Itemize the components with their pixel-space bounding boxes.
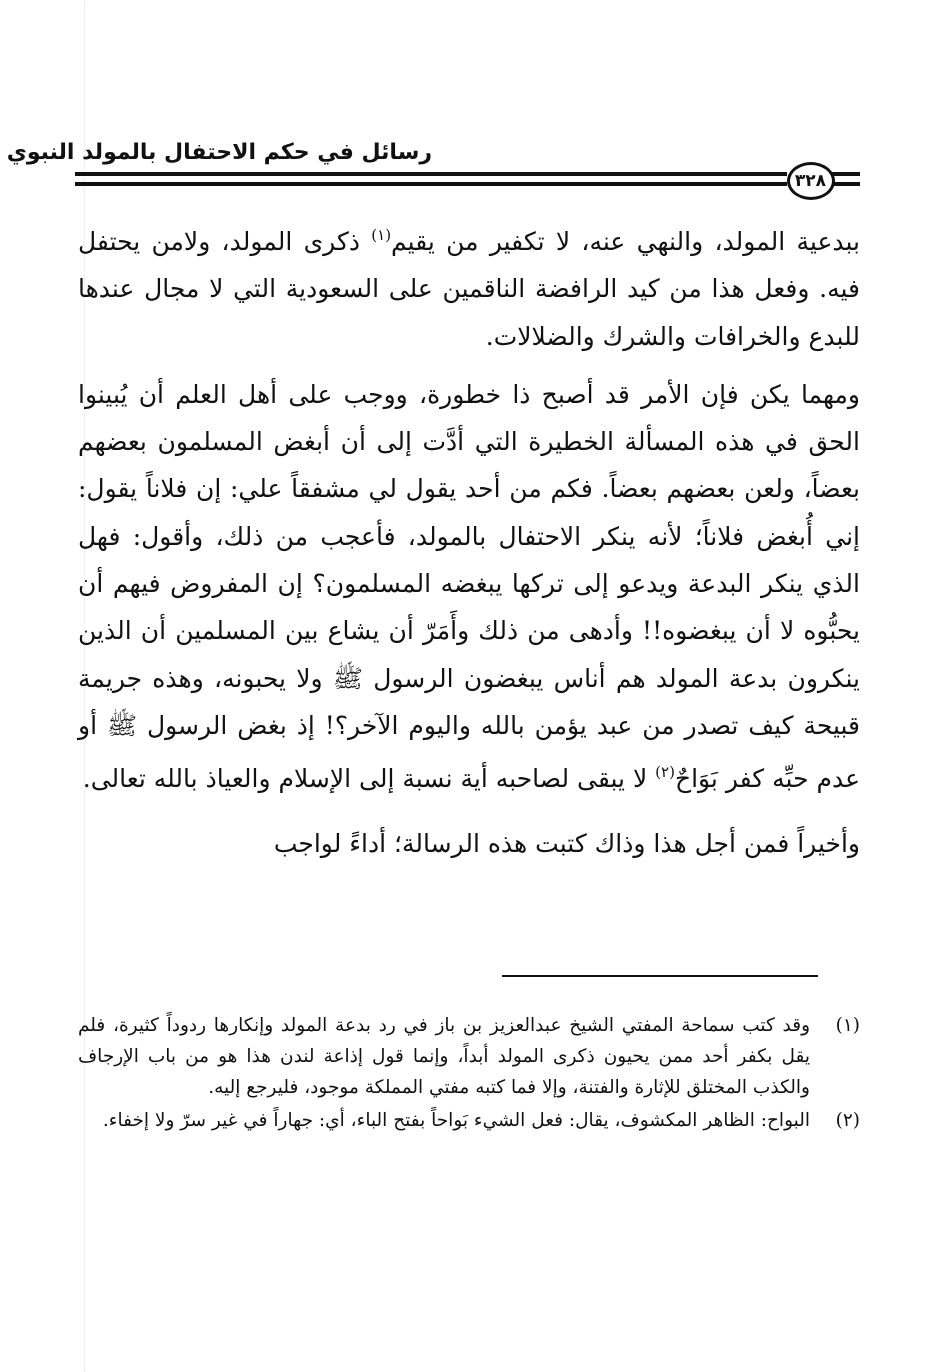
page-number: ٣٢٨ — [787, 162, 835, 200]
header-double-rule — [75, 172, 787, 186]
footnote-separator — [502, 975, 818, 977]
footnote — [78, 1010, 860, 1103]
paragraph — [78, 814, 860, 867]
footnote-number: (٢) — [835, 1110, 860, 1131]
running-title: رسائل في حكم الاحتفال بالمولد النبوي — [6, 140, 432, 165]
paragraph-text: وأخيراً فمن أجل هذا وذاك كتبت هذه الرسالة؛ أداءً لواجب — [273, 828, 860, 858]
paragraph-text: لا يبقى لصاحبه أية نسبة إلى الإسلام والعياذ بالله تعالى. — [82, 764, 656, 794]
footnote-text: البواح: الظاهر المكشوف، يقال: فعل الشيء بَواحاً بفتح الباء، أي: جهاراً في غير سرّ ولا إخفاء. — [102, 1110, 810, 1131]
paragraph — [78, 371, 860, 803]
paragraph-text: ذكرى المولد، ولامن يحتفل فيه. وفعل هذا من كيد الرافضة الناقمين على السعودية التي لا مجال عندها للبدع والخرافات والشرك والضلالات. — [78, 227, 860, 351]
footnote-number: (١) — [835, 1015, 860, 1036]
body-text — [78, 212, 860, 867]
footnote — [78, 1105, 860, 1136]
paragraph-text: ببدعية المولد، والنهي عنه، لا تكفير من يقيم — [391, 227, 860, 256]
paragraph-text: ومهما يكن فإن الأمر قد أصبح ذا خطورة، ووجب على أهل العلم أن يُبينوا الحق في هذه المسألة الخطيرة التي أدَّت إلى أن أبغض المسلمون بعضهم بعضاً، ولعن بعضهم بعضاً. فكم من أحد يقول لي مشفقاً علي: إن فلاناً يقول: إني أُبغض فلاناً؛ لأنه ينكر الاحتفال بالمولد، فأعجب من ذلك، وأقول: فهل الذي ينكر البدعة ويدعو إلى تركها يبغضه المسلمون؟ إن المفروض فيهم أن يحبُّوه لا أن يبغضوه!! وأدهى من ذلك وأَمَرّ أن يشاع بين المسلمين أن الذين ينكرون بدعة المولد هم أناس يبغضون الرسول ﷺ ولا يحبونه، وهذه جريمة قبيحة كيف تصدر من عبد يؤمن بالله واليوم الآخر؟! إذ بغض الرسول ﷺ أو عدم حبِّه كفر بَوَاحٌ — [78, 379, 860, 794]
footnote-text: وقد كتب سماحة المفتي الشيخ عبدالعزيز بن باز في رد بدعة المولد وإنكارها ردوداً كثيرة، فلم يقل بكفر أحد ممن يحيون ذكرى المولد أبداً، وإنما قول إذاعة لندن هذا هو من باب الإرجاف والكذب المختلق للإثارة والفتنة، وإلا فما كتبه مفتي المملكة موجود، فليرجع إليه. — [78, 1015, 810, 1098]
footnotes — [78, 1010, 860, 1136]
paragraph — [78, 212, 860, 360]
footnote-ref: (٢) — [655, 763, 675, 782]
footnote-ref: (١) — [371, 226, 392, 244]
